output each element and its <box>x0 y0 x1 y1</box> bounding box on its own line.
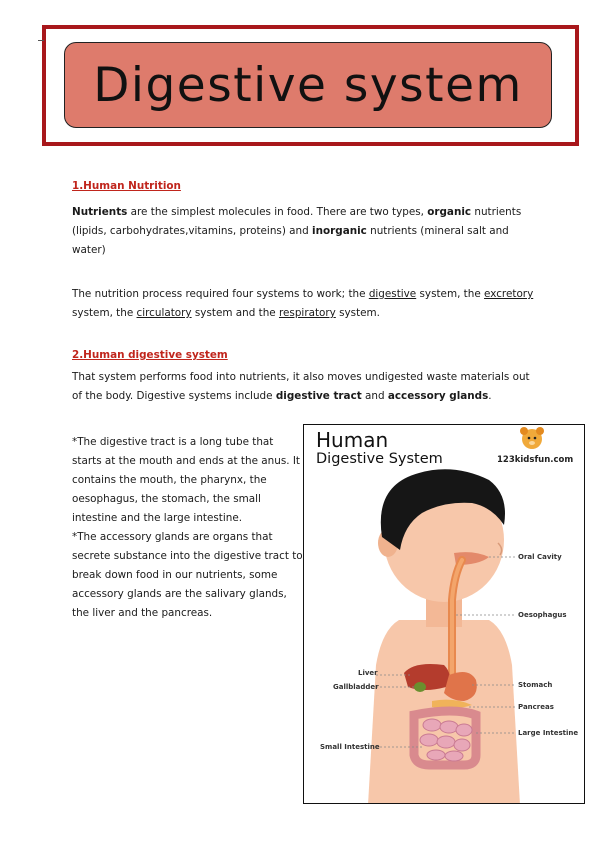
paragraph-digestive-tract: *The digestive tract is a long tube that starts at the mouth and ends at the anus. It contains the mouth, the pharynx, the oesophagus, the stomach, the small intestine and the large intestine. <box>72 436 300 524</box>
text: system, the <box>72 307 137 319</box>
term-organic: organic <box>427 206 472 218</box>
label-large-intestine: Large Intestine <box>518 729 579 737</box>
text: nutrients (lipids, carbohydrates,vitamins, proteins) and <box>72 206 522 237</box>
section-heading-nutrition: 1.Human Nutrition <box>72 180 181 192</box>
label-liver: Liver <box>358 669 378 677</box>
figure-title: Human <box>316 428 389 452</box>
text: system, the <box>416 288 485 300</box>
paragraph-tract-and-glands <box>72 433 304 623</box>
text: system and the <box>191 307 279 319</box>
label-oral-cavity: Oral Cavity <box>518 553 562 561</box>
term-accessory-glands: accessory glands <box>387 390 489 402</box>
term-digestive: digestive <box>368 288 417 300</box>
term-excretory: excretory <box>484 288 534 300</box>
text: system. <box>335 307 380 319</box>
term-digestive-tract: digestive tract <box>275 390 362 402</box>
term-nutrients: Nutrients <box>72 206 128 218</box>
text: That system performs food into nutrients, it also moves undigested waste materials out of the body. Digestive systems include <box>72 371 530 402</box>
label-small-intestine: Small Intestine <box>320 743 380 751</box>
figure-site-logo: 123kidsfun.com <box>497 455 574 465</box>
paragraph-accessory-glands: *The accessory glands are organs that secrete substance into the digestive tract to break down food in our nutrients, some accessory glands are the salivary glands, the liver and the pancreas. <box>72 531 303 619</box>
text: . <box>488 390 492 402</box>
text: and <box>361 390 388 402</box>
paragraph-systems <box>72 285 542 323</box>
text: The nutrition process required four systems to work; the <box>72 288 369 300</box>
label-pancreas: Pancreas <box>518 703 554 711</box>
text: nutrients (mineral salt and water) <box>72 225 509 256</box>
section-heading-digestive-system: 2.Human digestive system <box>72 349 228 361</box>
term-respiratory: respiratory <box>278 307 336 319</box>
paragraph-nutrients <box>72 203 532 260</box>
corner-mark <box>38 40 44 41</box>
text: are the simplest molecules in food. There are two types, <box>127 206 428 218</box>
label-stomach: Stomach <box>518 681 553 689</box>
page-title: Digestive system <box>93 57 523 113</box>
term-circulatory: circulatory <box>136 307 192 319</box>
title-banner <box>64 42 552 128</box>
label-gallbladder: Gallbladder <box>333 683 379 691</box>
term-inorganic: inorganic <box>312 225 367 237</box>
digestive-system-figure <box>303 424 585 804</box>
label-oesophagus: Oesophagus <box>518 611 567 619</box>
figure-subtitle: Digestive System <box>316 451 443 467</box>
paragraph-digestive-system <box>72 368 542 406</box>
